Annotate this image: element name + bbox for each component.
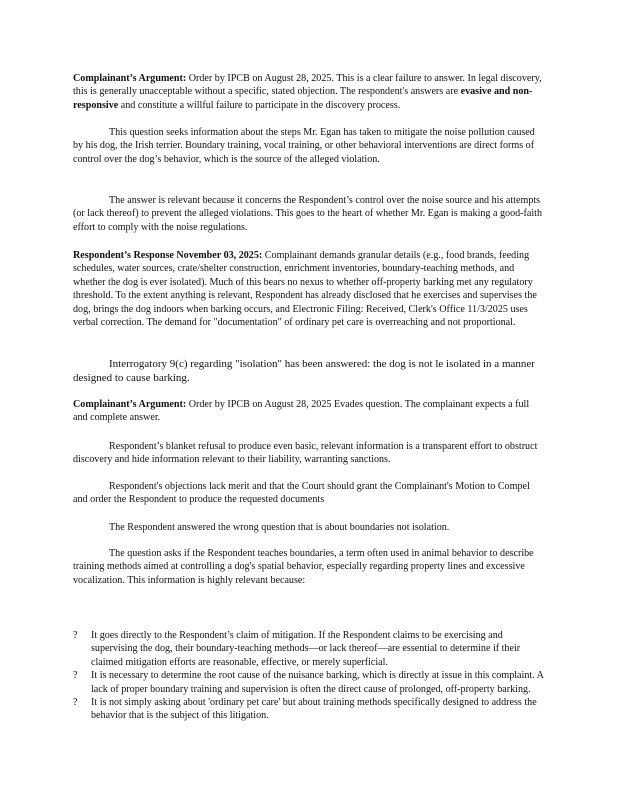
- argument-text-cont: and constitute a willful failure to participate in the discovery process.: [118, 99, 401, 111]
- reason-list: [73, 629, 545, 723]
- paragraph-question-scope: This question seeks information about the steps Mr. Egan has taken to mitigate the noise pollution caused by his dog, the Irish terrier. Boundary training, vocal training, or other behavioral interventions are direct forms of control over the dog’s behavior, which is the source of the alleged violation.: [73, 127, 535, 165]
- response-text: Complainant demands granular details (e.g., food brands, feeding schedules, water sources, crate/shelter construction, enrichment inventories, boundary-teaching methods, and whether the dog is ever isolated). Much of this bears no nexus to whether off-property barking met any regulatory threshold. To the extent anything is relevant, Respondent has already disclosed that he exercises and supervises the dog, brings the dog indoors when barking occurs, and Electronic Filing: Received, Clerk's Office 11/3/2025 uses verbal correction. The demand for "documentation" of ordinary pet care is overreaching and not proportional.: [73, 250, 537, 329]
- paragraph-relevance: The answer is relevant because it concerns the Respondent’s control over the noise source and his attempts (or lack thereof) to prevent the alleged violations. This goes to the heart of whether Mr. Egan is making a good-faith effort to comply with the noise regulations.: [73, 195, 543, 233]
- bullet-glyph: ?: [73, 630, 78, 641]
- list-item: [73, 696, 545, 723]
- list-item-text: It goes directly to the Respondent’s claim of mitigation. If the Respondent claims to be exercising and supervising the dog, their boundary-teaching methods—or lack thereof—are essential to determine if their claimed mitigation efforts are reasonable, effective, or merely superficial.: [91, 630, 521, 668]
- complainant-argument-2: [73, 398, 545, 425]
- list-item-text: It is necessary to determine the root cause of the nuisance barking, which is directly at issue in this complaint. A lack of proper boundary training and supervision is often the direct cause of prolonged, off-property barking.: [91, 670, 544, 695]
- paragraph-objections: Respondent's objections lack merit and that the Court should grant the Complainant's Motion to Compel and order the Respondent to produce the requested documents: [73, 481, 530, 506]
- argument-text: Order by IPCB on August 28, 2025. This is a clear failure to answer. In legal discovery, this is generally unacceptable without a specific, stated objection. The respondent's answers are: [73, 73, 542, 98]
- bullet-glyph: ?: [73, 670, 78, 682]
- paragraph-question-boundaries: The question asks if the Respondent teaches boundaries, a term often used in animal behavior to describe training methods aimed at controlling a dog's spatial behavior, especially regarding property lines and excessive vocalization. This information is highly relevant because:: [73, 548, 534, 586]
- argument-heading: Complainant’s Argument:: [73, 399, 187, 410]
- list-item: [73, 629, 545, 669]
- respondent-response: [73, 249, 545, 329]
- bullet-glyph: ?: [73, 697, 78, 709]
- list-item: [73, 669, 545, 696]
- argument-heading: Complainant’s Argument:: [73, 73, 187, 84]
- paragraph-blanket-refusal: Respondent’s blanket refusal to produce even basic, relevant information is a transparent effort to obstruct discovery and hide information relevant to their liability, warranting sanctions.: [73, 441, 538, 466]
- response-heading: Respondent’s Response November 03, 2025:: [73, 250, 263, 261]
- interrogatory-note: Interrogatory 9(c) regarding "isolation" has been answered: the dog is not le isolated in a manner designed to cause barking.: [73, 358, 535, 384]
- emphasis-text: evasive and non-responsive: [73, 86, 533, 111]
- complainant-argument-1: [73, 72, 545, 112]
- paragraph-wrong-question: The Respondent answered the wrong question that is about boundaries not isolation.: [109, 522, 450, 533]
- argument-text: Order by IPCB on August 28, 2025 Evades question. The complainant expects a full and complete answer.: [73, 399, 530, 424]
- list-item-text: It is not simply asking about 'ordinary pet care' but about training methods specifically designed to address the behavior that is the subject of this litigation.: [91, 697, 537, 722]
